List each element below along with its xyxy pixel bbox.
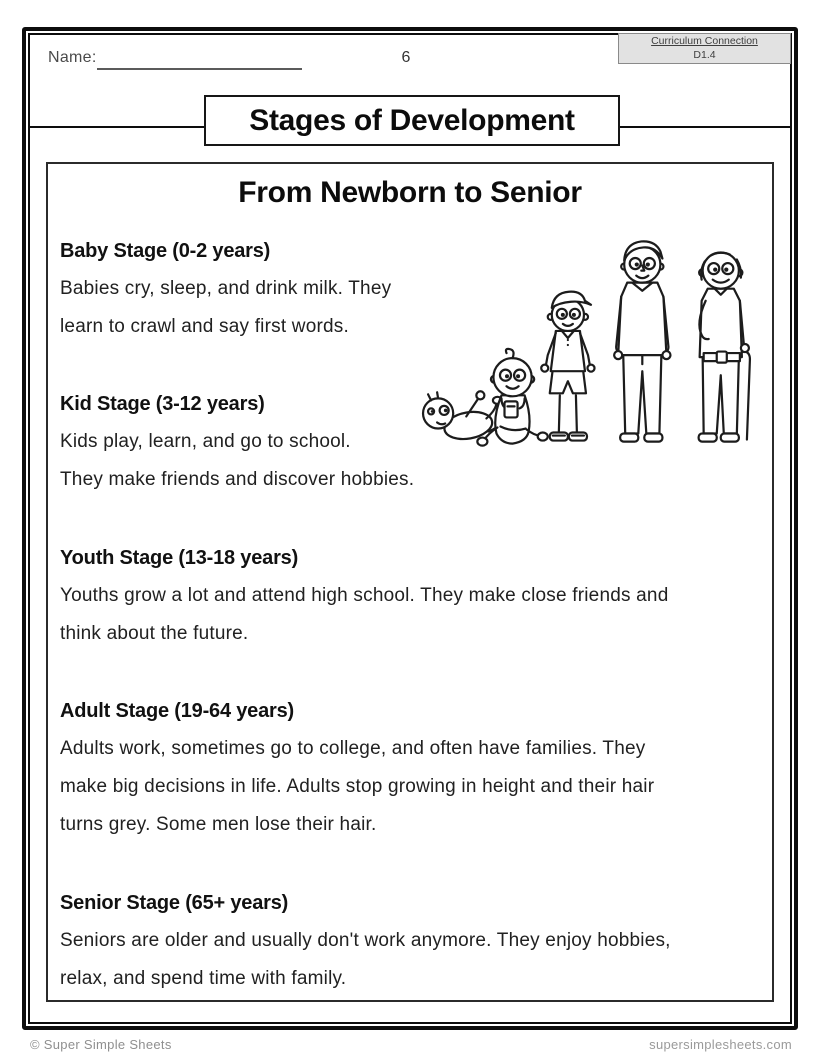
section-text-line: Babies cry, sleep, and drink milk. They [60, 278, 392, 299]
section-heading: Kid Stage (3-12 years) [60, 393, 265, 415]
section-text-line: make big decisions in life. Adults stop growing in height and their hair [60, 776, 655, 797]
section-text-line: think about the future. [60, 623, 249, 644]
adult-figure [614, 241, 670, 441]
name-label: Name: [48, 49, 97, 66]
curriculum-connection-badge [618, 33, 791, 64]
section-youth-stage [60, 539, 766, 653]
section-senior-stage [60, 884, 766, 998]
section-kid-stage [60, 385, 468, 499]
page-number: 6 [401, 49, 411, 66]
section-text-line: Youths grow a lot and attend high school. They make close friends and [60, 585, 669, 606]
name-fill-in-line [97, 50, 302, 70]
kid-figure [541, 292, 594, 441]
section-text-line: relax, and spend time with family. [60, 968, 347, 989]
section-heading: Baby Stage (0-2 years) [60, 240, 271, 262]
section-heading: Adult Stage (19-64 years) [60, 700, 294, 722]
curriculum-connection-code: D1.4 [693, 48, 716, 61]
section-text-line: Seniors are older and usually don't work anymore. They enjoy hobbies, [60, 930, 671, 951]
reading-title: From Newborn to Senior [238, 176, 582, 209]
footer-copyright: © Super Simple Sheets [30, 1037, 172, 1052]
section-text-line: learn to crawl and say first words. [60, 316, 349, 337]
section-text-line: Adults work, sometimes go to college, and often have families. They [60, 738, 646, 759]
section-heading: Youth Stage (13-18 years) [60, 547, 299, 569]
content-box [46, 162, 774, 1002]
section-text-line: They make friends and discover hobbies. [60, 469, 415, 490]
section-text-line: Kids play, learn, and go to school. [60, 431, 351, 452]
section-text-line: turns grey. Some men lose their hair. [60, 814, 377, 835]
section-adult-stage [60, 692, 766, 844]
growth-stages-illustration [418, 234, 762, 448]
worksheet-title-banner [204, 95, 620, 146]
senior-figure [699, 252, 750, 441]
footer-website: supersimplesheets.com [649, 1037, 792, 1052]
curriculum-connection-title: Curriculum Connection [651, 35, 758, 48]
section-baby-stage [60, 232, 468, 346]
section-heading: Senior Stage (65+ years) [60, 892, 289, 914]
worksheet-title: Stages of Development [249, 103, 575, 137]
